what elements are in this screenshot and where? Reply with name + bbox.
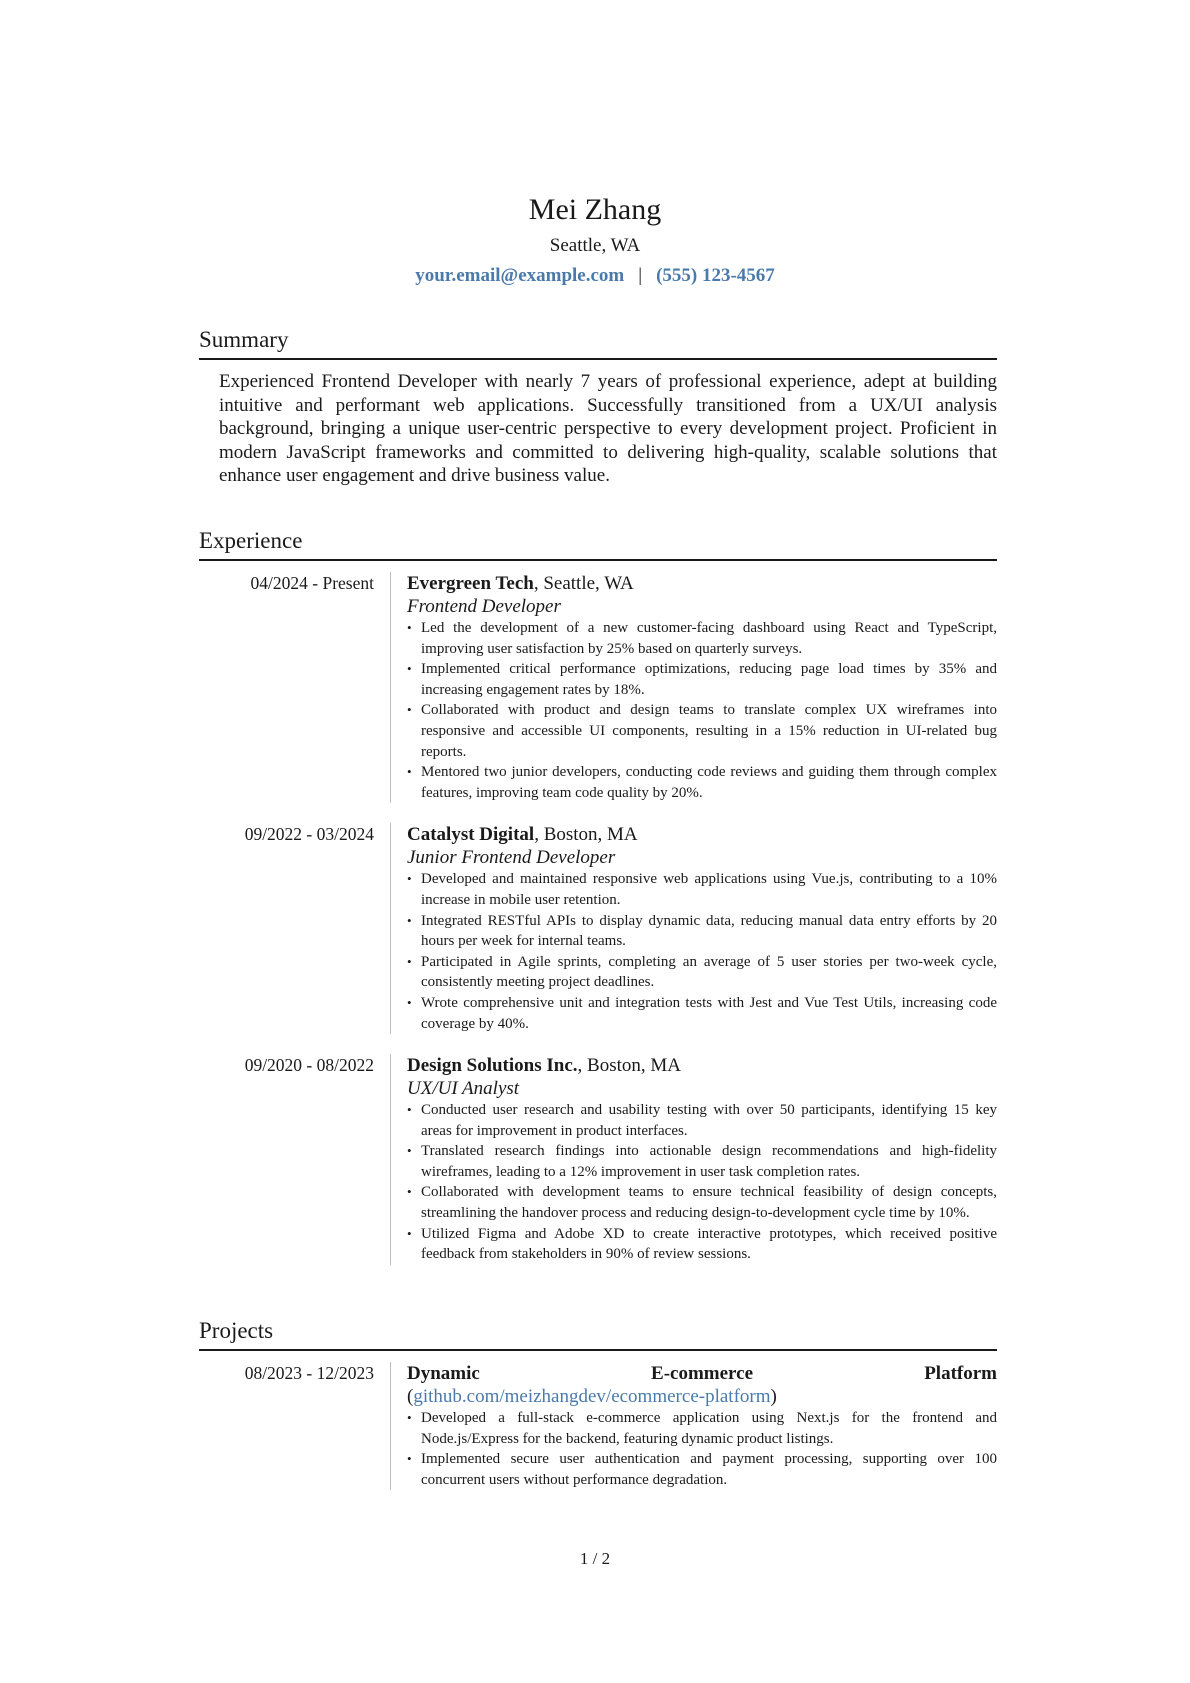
company-location: , Seattle, WA xyxy=(533,573,634,594)
candidate-location: Seattle, WA xyxy=(549,235,641,256)
summary-text: Experienced Frontend Developer with nearly 7 years of professional experience, adept at building intuitive and performant web applications. Successfully transitioned from a UX/UI analysis background, bringing a unique user-centric perspective to every development project. Proficient in modern JavaScript frameworks and committed to delivering high-quality, scalable solutions that enhance user engagement and drive business value. xyxy=(219,371,997,486)
projects-section xyxy=(199,1317,997,1490)
entry-date: 09/2022 - 03/2024 xyxy=(244,824,374,845)
email-link[interactable]: your.email@example.com xyxy=(415,265,625,286)
page-number: 1 / 2 xyxy=(579,1549,611,1568)
bullet-item: • Translated research findings into actionable design recommendations and high-fidelity wireframes, leading to a 12% improvement in user task completion rates. xyxy=(407,1141,997,1182)
bullet-list xyxy=(407,618,997,803)
experience-section xyxy=(199,527,997,1265)
company-name: Catalyst Digital xyxy=(407,824,535,846)
projects-list xyxy=(199,1362,997,1490)
entry-body xyxy=(390,1362,997,1490)
section-title-experience: Experience xyxy=(199,527,997,561)
company-name: Evergreen Tech xyxy=(407,573,534,594)
job-title: Junior Frontend Developer xyxy=(407,847,616,869)
phone-link[interactable]: (555) 123-4567 xyxy=(656,265,775,286)
bullet-item: • Implemented critical performance optimizations, reducing page load times by 35% and increasing engagement rates by 18%. xyxy=(407,659,997,700)
bullet-item: • Participated in Agile sprints, completing an average of 5 user stories per two-week cycle, consistently meeting project deadlines. xyxy=(407,952,997,993)
entry-date: 04/2024 - Present xyxy=(250,573,374,593)
job-title: UX/UI Analyst xyxy=(407,1078,520,1100)
project-heading: Dynamic E-commerce Platform (github.com/meizhangdev/ecommerce-platform) xyxy=(407,1363,997,1407)
section-title-projects: Projects xyxy=(199,1317,997,1351)
section-title-summary: Summary xyxy=(199,326,997,360)
company-name: Design Solutions Inc. xyxy=(407,1055,578,1077)
project-link[interactable]: github.com/meizhangdev/ecommerce-platform xyxy=(413,1386,771,1407)
entry-body xyxy=(390,572,997,803)
company-location: , Boston, MA xyxy=(534,824,638,846)
bullet-item: • Wrote comprehensive unit and integration tests with Jest and Vue Test Utils, increasing code coverage by 40%. xyxy=(407,993,997,1034)
bullet-item: • Led the development of a new customer-facing dashboard using React and TypeScript, improving user satisfaction by 25% based on quarterly surveys. xyxy=(407,618,997,659)
contact-separator: | xyxy=(638,265,643,286)
company-location: , Boston, MA xyxy=(577,1055,681,1077)
experience-entry xyxy=(199,823,997,1034)
entry-organization xyxy=(407,823,997,846)
bullet-item: • Collaborated with product and design teams to translate complex UX wireframes into responsive and accessible UI components, resulting in a 15% reduction in UI-related bug reports. xyxy=(407,700,997,762)
candidate-name: Mei Zhang xyxy=(528,193,662,226)
entry-organization xyxy=(407,1054,997,1077)
resume-header xyxy=(0,192,1190,288)
bullet-item: • Implemented secure user authentication and payment processing, supporting over 100 concurrent users without performance degradation. xyxy=(407,1449,997,1490)
bullet-item: • Utilized Figma and Adobe XD to create interactive prototypes, which received positive feedback from stakeholders in 90% of review sessions. xyxy=(407,1224,997,1265)
bullet-item: • Mentored two junior developers, conducting code reviews and guiding them through complex features, improving team code quality by 20%. xyxy=(407,762,997,803)
experience-entry xyxy=(199,1054,997,1265)
bullet-item: • Collaborated with development teams to ensure technical feasibility of design concepts, streamlining the handover process and reducing design-to-development cycle time by 10%. xyxy=(407,1182,997,1223)
bullet-item: • Developed a full-stack e-commerce application using Next.js for the frontend and Node.js/Express for the backend, featuring dynamic product listings. xyxy=(407,1408,997,1449)
bullet-list xyxy=(407,1100,997,1265)
summary-section xyxy=(199,326,997,488)
entry-organization xyxy=(407,572,997,595)
project-name: Dynamic E-commerce Platform xyxy=(407,1363,997,1384)
entry-date: 08/2023 - 12/2023 xyxy=(244,1363,374,1383)
bullet-list xyxy=(407,1408,997,1490)
entry-body xyxy=(390,823,997,1034)
bullet-list xyxy=(407,869,997,1034)
experience-list xyxy=(199,572,997,1265)
bullet-item: • Conducted user research and usability testing with over 50 participants, identifying 15 key areas for improvement in product interfaces. xyxy=(407,1100,997,1141)
job-title: Frontend Developer xyxy=(407,596,561,617)
experience-entry xyxy=(199,572,997,803)
entry-body xyxy=(390,1054,997,1265)
contact-line xyxy=(0,264,1190,288)
bullet-item: • Integrated RESTful APIs to display dynamic data, reducing manual data entry efforts by 20 hours per week for internal teams. xyxy=(407,911,997,952)
entry-date: 09/2020 - 08/2022 xyxy=(244,1055,374,1076)
bullet-item: • Developed and maintained responsive web applications using Vue.js, contributing to a 10% increase in mobile user retention. xyxy=(407,869,997,910)
project-entry xyxy=(199,1362,997,1490)
